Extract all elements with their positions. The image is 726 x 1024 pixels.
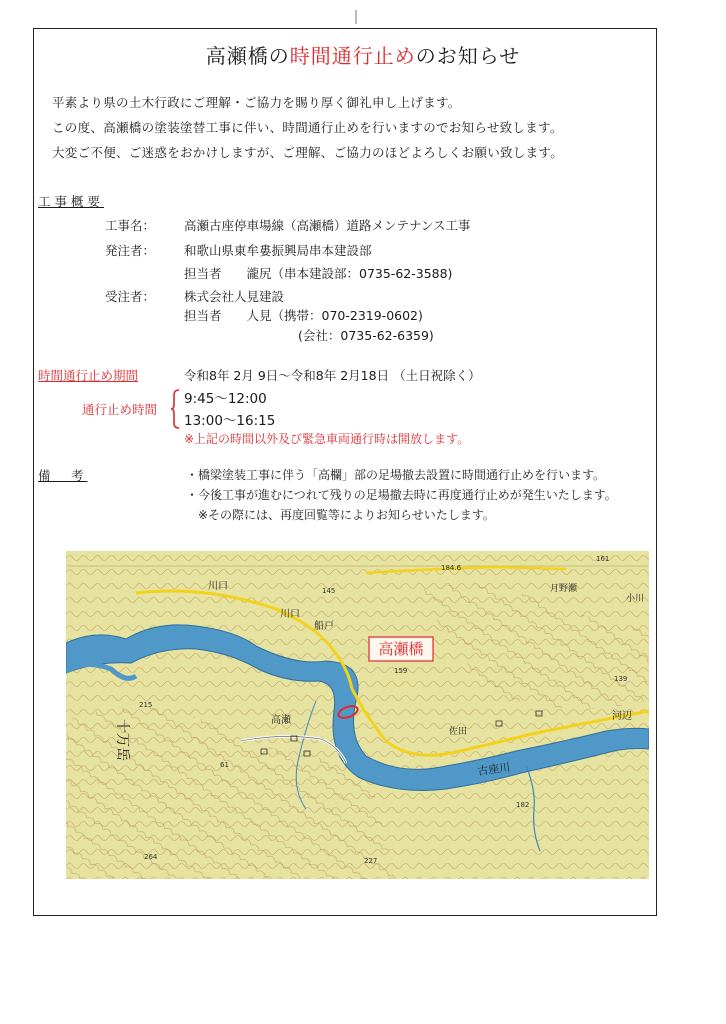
remarks-heading: 備 考 (38, 468, 88, 483)
period-note: ※上記の時間以外及び緊急車両通行時は開放します。 (184, 432, 470, 446)
brace-icon (170, 389, 180, 429)
period-dates: 令和8年 2月 9日～令和8年 2月18日 （土日祝除く） (184, 368, 481, 383)
period-heading: 時間通行止め期間 (38, 368, 139, 383)
spot-height-4: 215 (139, 701, 153, 709)
contractor-value: 株式会社人見建設 (184, 289, 285, 304)
time-slot-2: 13:00～16:15 (184, 413, 276, 429)
client-label: 発注者： (104, 243, 155, 258)
time-label: 通行止め時間 (82, 402, 158, 417)
spot-height-7: 139 (614, 675, 628, 683)
project-label: 工事名： (104, 218, 155, 233)
map-label-funado: 船戸 (314, 621, 334, 632)
overview-heading: 工事概要 (38, 194, 105, 209)
contractor-contact: 担当者 人見（携帯：070-2319-0602) (184, 308, 423, 323)
spot-height-3: 159 (394, 667, 408, 675)
title-highlight: 時間通行止め (289, 44, 416, 68)
client-contact: 担当者 瀧尻（串本建設部：0735-62-3588) (184, 266, 453, 281)
client-value: 和歌山県東牟婁振興局串本建設部 (184, 243, 372, 258)
spot-height-8: 182 (516, 801, 530, 809)
contractor-office: (会社：0735-62-6359) (298, 328, 434, 343)
project-value: 高瀬古座停車場線（高瀬橋）道路メンテナンス工事 (184, 218, 471, 233)
intro-line-3: 大変ご不便、ご迷惑をおかけしますが、ご理解、ご協力のほどよろしくお願い致します。 (52, 145, 564, 160)
time-slot-1: 9:45～12:00 (184, 391, 267, 407)
map-label-kawaguchi: 川口 (208, 581, 228, 592)
contractor-label: 受注者： (104, 289, 155, 304)
location-map (66, 551, 649, 879)
spot-height-10: 227 (364, 857, 378, 865)
intro-line-2: この度、高瀬橋の塗装塗替工事に伴い、時間通行止めを行いますのでお知らせ致します。 (52, 120, 563, 135)
spot-height-1: 184.6 (441, 564, 462, 572)
map-label-takase: 高瀬 (271, 715, 291, 726)
map-label-sada: 佐田 (449, 727, 468, 737)
spot-height-5: 61 (220, 761, 229, 769)
remark-3: ※その際には、再度回覧等によりお知らせいたします。 (198, 508, 495, 522)
top-mark (355, 10, 357, 24)
map-label-tsukinose: 月野瀬 (550, 584, 578, 594)
bridge-label: 高瀬橋 (378, 640, 424, 658)
spot-height-2: 145 (322, 587, 336, 595)
map-label-kozagawa: 古座川 (476, 760, 512, 778)
title-part-1: 高瀬橋の (205, 44, 290, 68)
map-label-ogawa: 小川 (626, 594, 645, 604)
map-label-jumandake: 十万岳 (114, 719, 130, 761)
remark-1: ・橋梁塗装工事に伴う「高欄」部の足場撤去設置に時間通行止めを行います。 (186, 468, 606, 482)
page-title (0, 40, 726, 69)
remark-2: ・今後工事が進むにつれて残りの足場撤去時に再度通行止めが発生いたします。 (186, 488, 617, 502)
title-part-3: のお知らせ (415, 44, 521, 68)
intro-line-1: 平素より県の土木行政にご理解・ご協力を賜り厚く御礼申し上げます。 (52, 95, 461, 110)
spot-height-6: 161 (596, 555, 610, 563)
map-label-kawabe: 河辺 (612, 711, 632, 722)
spot-height-9: 264 (144, 853, 158, 861)
map-label-kawaguchi-2: 川口 (280, 609, 300, 620)
